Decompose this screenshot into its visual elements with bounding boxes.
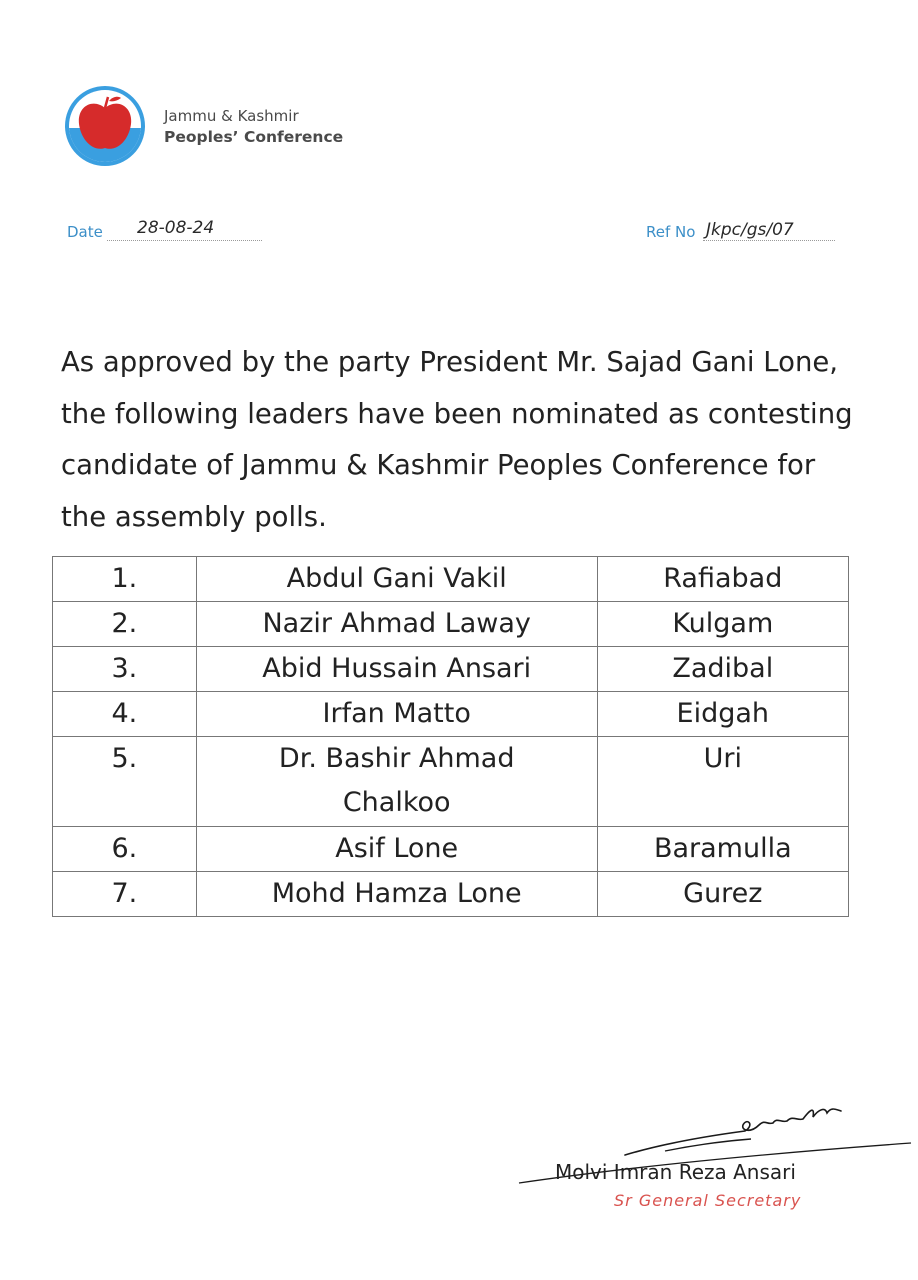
signatory-name: Molvi Imran Reza Ansari xyxy=(555,1160,796,1184)
serial-number: 5. xyxy=(53,737,197,827)
org-name-line2: Peoples’ Conference xyxy=(164,128,344,146)
date-label: Date xyxy=(67,223,103,241)
constituency: Gurez xyxy=(597,872,848,917)
ref-no-value: Jkpc/gs/07 xyxy=(706,220,794,240)
ref-no-dotted-line xyxy=(703,240,835,241)
candidate-name: Dr. Bashir Ahmad Chalkoo xyxy=(196,737,597,827)
table-row xyxy=(53,737,849,827)
constituency: Zadibal xyxy=(597,647,848,692)
serial-number: 1. xyxy=(53,557,197,602)
candidate-name: Mohd Hamza Lone xyxy=(196,872,597,917)
table-row xyxy=(53,692,849,737)
candidates-table xyxy=(52,556,849,917)
constituency: Rafiabad xyxy=(597,557,848,602)
constituency: Kulgam xyxy=(597,602,848,647)
date-value: 28-08-24 xyxy=(137,218,215,238)
table-row xyxy=(53,647,849,692)
table-row xyxy=(53,602,849,647)
candidate-name: Nazir Ahmad Laway xyxy=(196,602,597,647)
signatory-title: Sr General Secretary xyxy=(614,1191,802,1210)
date-dotted-line xyxy=(107,240,262,241)
candidate-name: Irfan Matto xyxy=(196,692,597,737)
candidate-name: Abdul Gani Vakil xyxy=(196,557,597,602)
constituency: Uri xyxy=(597,737,848,827)
party-logo-apple-icon xyxy=(63,84,147,168)
intro-paragraph: As approved by the party President Mr. Sajad Gani Lone, the following leaders have been nominated as contesting candidate of Jammu & Kashmir Peoples Conference for the assembly polls. xyxy=(61,346,853,533)
serial-number: 4. xyxy=(53,692,197,737)
serial-number: 6. xyxy=(53,827,197,872)
serial-number: 7. xyxy=(53,872,197,917)
org-name-line1: Jammu & Kashmir xyxy=(164,107,299,125)
table-row xyxy=(53,872,849,917)
serial-number: 3. xyxy=(53,647,197,692)
ref-no-label: Ref No xyxy=(646,223,696,241)
constituency: Eidgah xyxy=(597,692,848,737)
serial-number: 2. xyxy=(53,602,197,647)
table-row xyxy=(53,827,849,872)
constituency: Baramulla xyxy=(597,827,848,872)
table-row xyxy=(53,557,849,602)
candidate-name: Asif Lone xyxy=(196,827,597,872)
organization-name xyxy=(164,106,343,148)
candidate-name: Abid Hussain Ansari xyxy=(196,647,597,692)
